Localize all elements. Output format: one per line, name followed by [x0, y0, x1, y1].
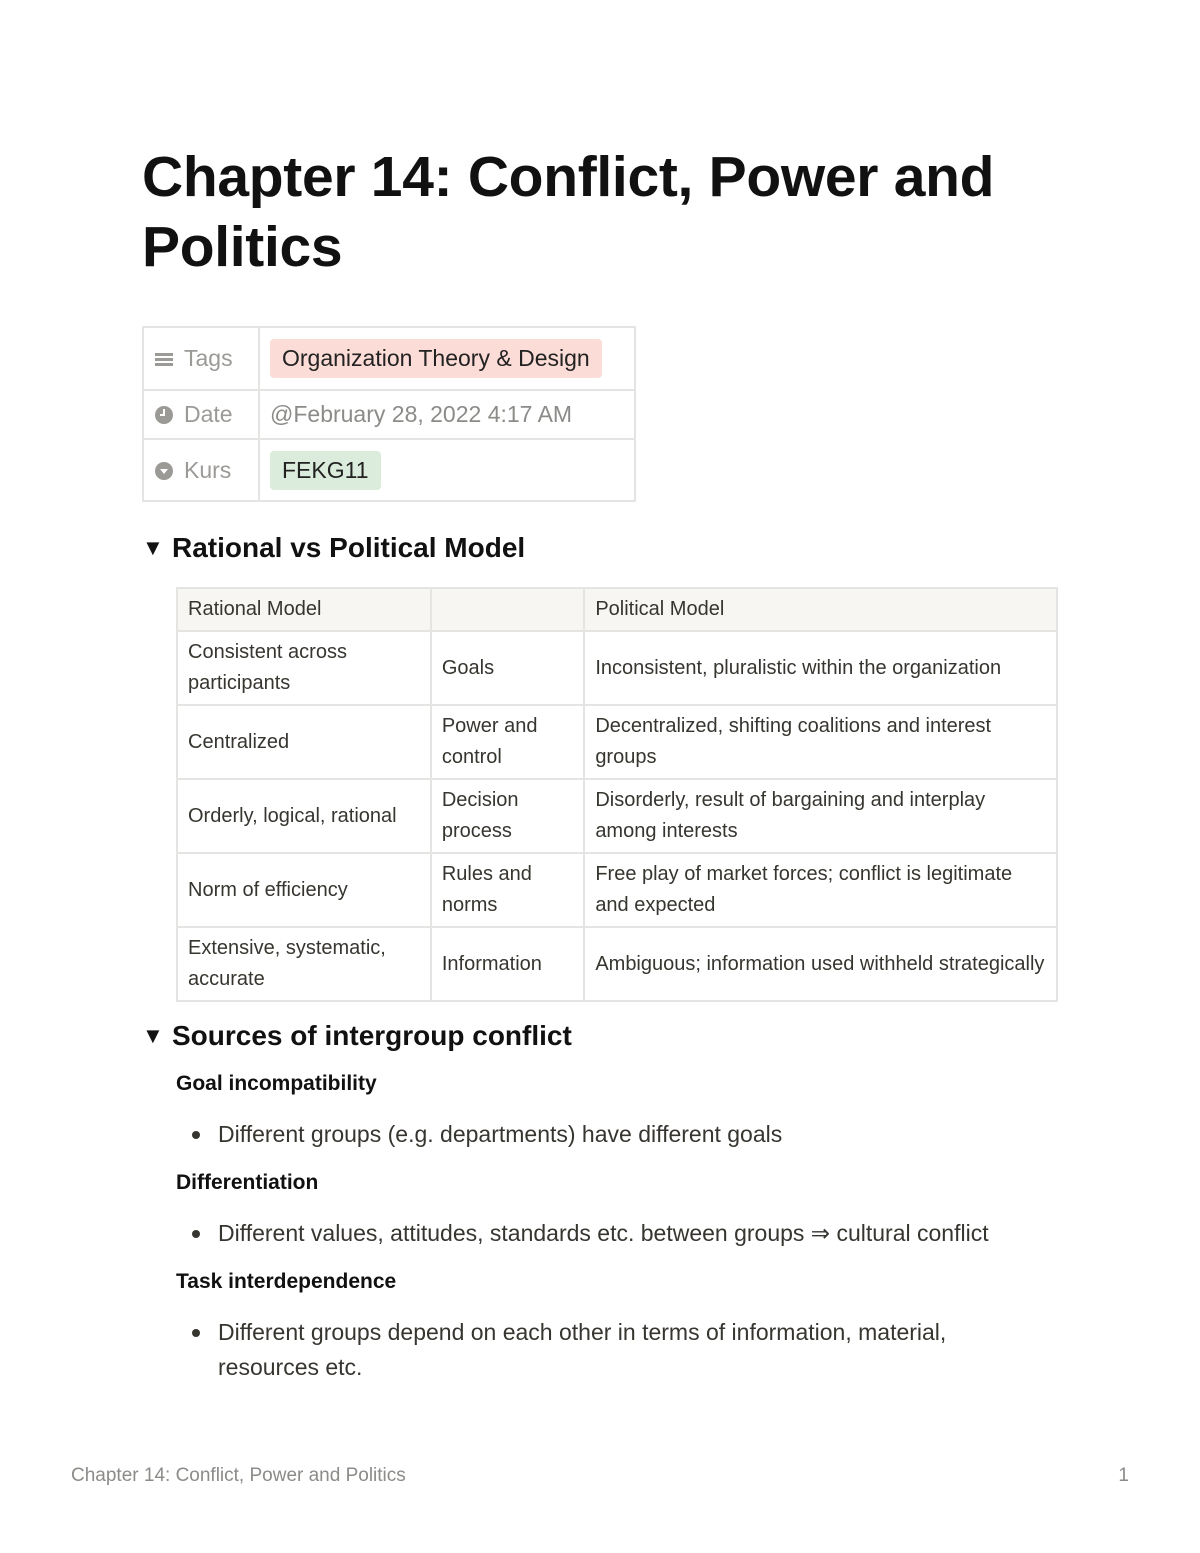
- list-icon: [154, 349, 174, 369]
- list-item: [190, 1315, 1038, 1385]
- property-value-cell[interactable]: [259, 327, 635, 390]
- table-cell: Consistent across participants: [177, 631, 431, 705]
- table-header: Political Model: [584, 588, 1057, 631]
- table-cell: Information: [431, 927, 584, 1001]
- table-cell: Inconsistent, pluralistic within the organization: [584, 631, 1057, 705]
- list-item: [190, 1117, 1038, 1152]
- list-item-text: Different values, attitudes, standards etc. between groups ⇒ cultural conflict: [218, 1220, 989, 1246]
- select-icon: [154, 461, 174, 481]
- property-key: Tags: [184, 345, 233, 371]
- property-key-cell: [143, 390, 259, 439]
- table-header: [431, 588, 584, 631]
- property-key-cell: [143, 327, 259, 390]
- property-key-cell: [143, 439, 259, 501]
- list-item-text: Different groups (e.g. departments) have different goals: [218, 1121, 783, 1147]
- table-cell: Disorderly, result of bargaining and interplay among interests: [584, 779, 1057, 853]
- table-header-row: [177, 588, 1057, 631]
- table-cell: Free play of market forces; conflict is legitimate and expected: [584, 853, 1057, 927]
- subheading-task-interdependence: Task interdependence: [176, 1270, 397, 1293]
- table-row: [177, 779, 1057, 853]
- bullet-dot-icon: [192, 1131, 200, 1139]
- property-value-cell[interactable]: [259, 439, 635, 501]
- toggle-triangle-icon[interactable]: ▼: [142, 535, 164, 560]
- bullet-dot-icon: [192, 1329, 200, 1337]
- footer-title: Chapter 14: Conflict, Power and Politics: [71, 1465, 406, 1486]
- toggle-triangle-icon[interactable]: ▼: [142, 1023, 164, 1048]
- table-cell: Power and control: [431, 705, 584, 779]
- table-cell: Goals: [431, 631, 584, 705]
- properties-table: [142, 326, 636, 502]
- toggle-heading-rational-vs-political[interactable]: [142, 532, 525, 564]
- list-item: [190, 1216, 1038, 1251]
- table-row: [177, 631, 1057, 705]
- table-cell: Rules and norms: [431, 853, 584, 927]
- table-header: Rational Model: [177, 588, 431, 631]
- section-heading: Rational vs Political Model: [172, 532, 526, 563]
- table-cell: Extensive, systematic, accurate: [177, 927, 431, 1001]
- tag-pill[interactable]: Organization Theory & Design: [270, 339, 602, 378]
- model-comparison-table: [176, 587, 1058, 1002]
- table-cell: Norm of efficiency: [177, 853, 431, 927]
- subheading-differentiation: Differentiation: [176, 1171, 319, 1194]
- property-row-kurs: [143, 439, 635, 501]
- bullet-dot-icon: [192, 1230, 200, 1238]
- toggle-heading-sources-of-conflict[interactable]: [142, 1020, 572, 1052]
- table-row: [177, 853, 1057, 927]
- table-row: [177, 705, 1057, 779]
- page-title: Chapter 14: Conflict, Power and Politics: [142, 145, 995, 279]
- property-value-cell[interactable]: [259, 390, 635, 439]
- property-key: Kurs: [184, 456, 232, 483]
- table-cell: Ambiguous; information used withheld strategically: [584, 927, 1057, 1001]
- section-heading: Sources of intergroup conflict: [172, 1020, 572, 1051]
- table-cell: Decentralized, shifting coalitions and interest groups: [584, 705, 1057, 779]
- date-value[interactable]: @February 28, 2022 4:17 AM: [270, 401, 573, 427]
- clock-icon: [154, 405, 174, 425]
- course-pill[interactable]: FEKG11: [270, 451, 381, 490]
- property-row-tags: [143, 327, 635, 390]
- list-item-text: Different groups depend on each other in terms of information, material, resources etc.: [218, 1319, 947, 1380]
- table-row: [177, 927, 1057, 1001]
- table-cell: Orderly, logical, rational: [177, 779, 431, 853]
- property-row-date: [143, 390, 635, 439]
- page-number: 1: [1118, 1465, 1129, 1486]
- table-cell: Centralized: [177, 705, 431, 779]
- property-key: Date: [184, 401, 233, 427]
- subheading-goal-incompatibility: Goal incompatibility: [176, 1072, 377, 1095]
- table-cell: Decision process: [431, 779, 584, 853]
